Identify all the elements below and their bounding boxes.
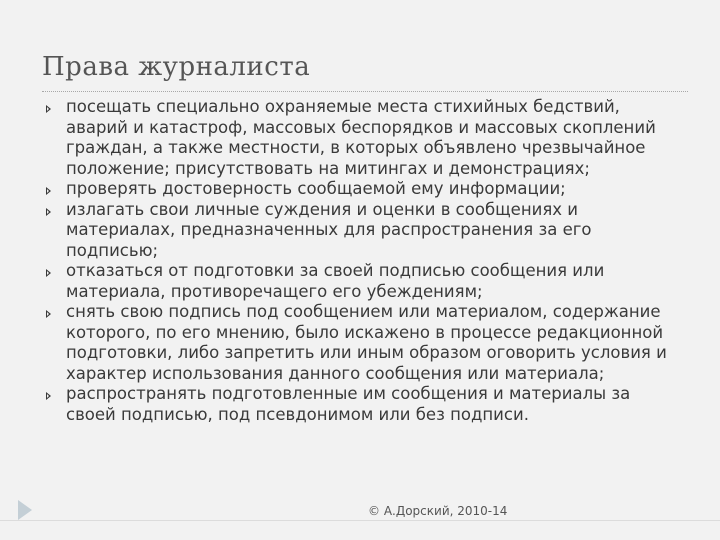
list-item — [42, 97, 682, 179]
bullet-text: снять свою подпись под сообщением или материалом, содержание которого, по его мнению, было искажено в процессе редакционной подготовки, либо запретить или иным образом оговорить условия и характер использования данного сообщения или материала; — [66, 302, 667, 383]
bullet-text: отказаться от подготовки за своей подписью сообщения или материала, противоречащего его убеждениям; — [66, 261, 605, 301]
list-item — [42, 179, 682, 200]
bullet-text: проверять достоверность сообщаемой ему информации; — [66, 179, 566, 198]
nav-arrow-icon[interactable] — [18, 500, 32, 520]
triangle-bullet-icon — [46, 269, 51, 277]
triangle-bullet-icon — [46, 187, 51, 195]
bullet-text: излагать свои личные суждения и оценки в сообщениях и материалах, предназначенных для распространения за его подписью; — [66, 199, 592, 260]
bottom-divider — [0, 520, 720, 521]
triangle-bullet-icon — [46, 392, 51, 400]
list-item — [42, 384, 682, 425]
footer-copyright: © А.Дорский, 2010-14 — [368, 504, 508, 518]
title-divider — [42, 91, 688, 92]
triangle-bullet-icon — [46, 208, 51, 216]
list-item — [42, 200, 682, 262]
triangle-bullet-icon — [46, 310, 51, 318]
slide-title: Права журналиста — [42, 52, 311, 82]
bullet-text: распространять подготовленные им сообщения и материалы за своей подписью, под псевдонимом или без подписи. — [66, 384, 631, 424]
list-item — [42, 302, 682, 384]
bullet-text: посещать специально охраняемые места стихийных бедствий, аварий и катастроф, массовых беспорядков и массовых скоплений граждан, а также местности, в которых объявлено чрезвычайное положение; присутствовать на митингах и демонстрациях; — [66, 97, 656, 178]
triangle-bullet-icon — [46, 105, 51, 113]
list-item — [42, 261, 682, 302]
bullet-list — [42, 97, 682, 425]
